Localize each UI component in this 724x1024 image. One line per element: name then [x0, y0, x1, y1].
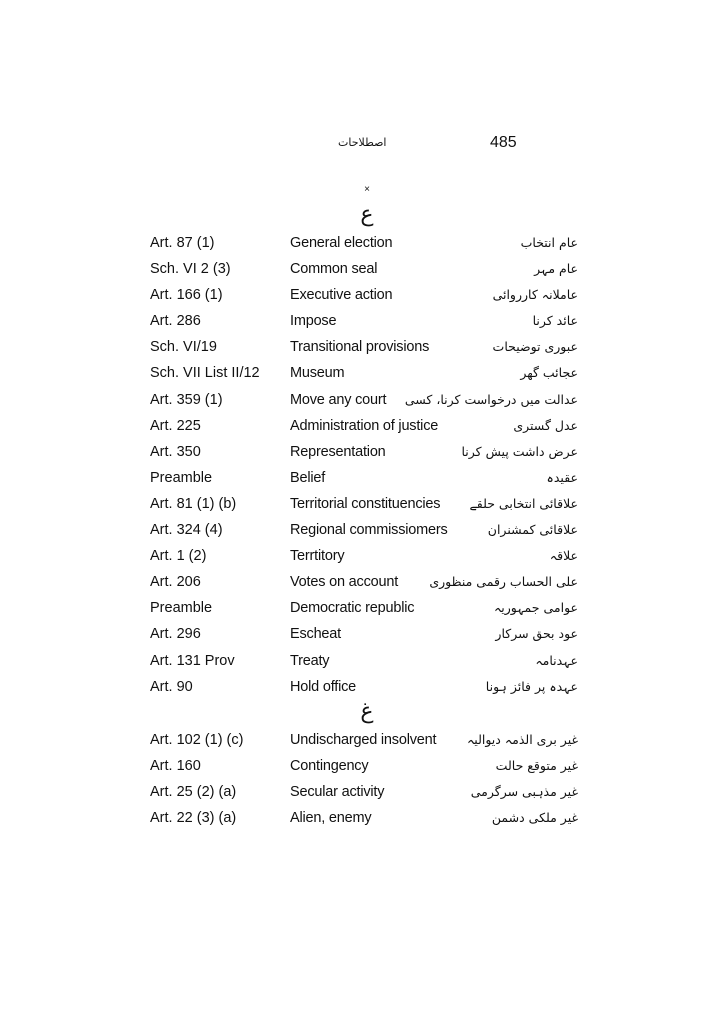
- glossary-entry: [0, 282, 724, 308]
- urdu-term: غیر متوقع حالت: [495, 758, 578, 774]
- glossary-entry: [0, 360, 724, 386]
- urdu-term: غیر مذہبی سرگرمی: [470, 784, 578, 800]
- glossary-entry: [0, 387, 724, 413]
- article-reference: Sch. VI 2 (3): [150, 261, 231, 278]
- urdu-term: عرض داشت پیش کرنا: [461, 443, 578, 459]
- article-reference: Art. 166 (1): [150, 287, 223, 304]
- english-term: Votes on account: [290, 574, 399, 591]
- article-reference: Art. 25 (2) (a): [150, 784, 237, 801]
- glossary-entry: [0, 517, 724, 543]
- urdu-term: عود بحق سرکار: [495, 626, 578, 642]
- article-reference: Art. 22 (3) (a): [150, 810, 237, 827]
- english-term: Democratic republic: [290, 600, 415, 617]
- glossary-entry: [0, 491, 724, 517]
- urdu-term: عوامی جمہوریہ: [493, 600, 578, 616]
- english-term: Hold office: [290, 678, 357, 695]
- glossary-entry: [0, 595, 724, 621]
- english-term: Undischarged insolvent: [290, 732, 437, 748]
- english-term: Transitional provisions: [290, 339, 430, 356]
- glossary-entry: [0, 308, 724, 334]
- glossary-entry: [0, 256, 724, 282]
- page-number: 485: [490, 134, 517, 151]
- english-term: Representation: [290, 443, 386, 460]
- urdu-term: عائد کرنا: [532, 313, 578, 329]
- article-reference: Art. 206: [150, 574, 201, 591]
- section-letter-ain: ع: [360, 202, 374, 227]
- section-letter-ghain: غ: [360, 699, 374, 724]
- urdu-term: علاقہ: [549, 548, 578, 564]
- urdu-term: علاقائی کمشنران: [487, 522, 578, 538]
- article-reference: Preamble: [150, 469, 213, 486]
- english-term: Regional commissiomers: [290, 522, 448, 539]
- urdu-term: غیر ملکی دشمن: [491, 810, 578, 826]
- glossary-entry: [0, 805, 724, 831]
- glossary-entry: [0, 439, 724, 465]
- english-term: Treaty: [290, 652, 330, 669]
- section-mark: ×: [364, 184, 370, 195]
- glossary-entry: [0, 413, 724, 439]
- article-reference: Preamble: [150, 600, 213, 617]
- glossary-entry: [0, 465, 724, 491]
- article-reference: Art. 87 (1): [150, 235, 215, 251]
- english-term: Terrtitory: [290, 548, 345, 565]
- glossary-entry: [0, 779, 724, 805]
- article-reference: Art. 350: [150, 443, 201, 460]
- english-term: Common seal: [290, 261, 378, 278]
- article-reference: Art. 296: [150, 626, 201, 643]
- english-term: Territorial constituencies: [290, 495, 441, 512]
- english-term: Museum: [290, 365, 345, 382]
- article-reference: Art. 225: [150, 417, 201, 434]
- urdu-term: غیر بری الذمہ دیوالیہ: [466, 732, 578, 747]
- article-reference: Art. 286: [150, 313, 201, 330]
- glossary-entry: [0, 569, 724, 595]
- english-term: Belief: [290, 469, 326, 486]
- glossary-section-ghain: [0, 727, 724, 831]
- glossary-entry: [0, 334, 724, 360]
- english-term: Executive action: [290, 287, 393, 304]
- glossary-entry: [0, 674, 724, 700]
- urdu-term: عقیدہ: [546, 469, 578, 485]
- urdu-term: عدل گستری: [513, 417, 578, 433]
- urdu-term: عام مہر: [534, 261, 578, 277]
- urdu-term: عبوری توضیحات: [492, 339, 578, 355]
- glossary-entry: [0, 727, 724, 753]
- urdu-term: عام انتخاب: [520, 235, 578, 250]
- article-reference: Sch. VII List II/12: [150, 365, 260, 382]
- article-reference: Art. 1 (2): [150, 548, 207, 565]
- english-term: Escheat: [290, 626, 341, 643]
- article-reference: Art. 324 (4): [150, 522, 223, 539]
- urdu-term: عدالت میں درخواست کرنا، کسی: [404, 391, 578, 407]
- urdu-term: عجائب گھر: [520, 365, 578, 381]
- article-reference: Art. 359 (1): [150, 391, 223, 408]
- urdu-term: عاملانہ کارروائی: [492, 287, 578, 303]
- english-term: Impose: [290, 313, 337, 330]
- urdu-term: عہدنامہ: [535, 652, 578, 668]
- page-header: [0, 134, 724, 154]
- glossary-entry: [0, 230, 724, 256]
- english-term: Move any court: [290, 391, 387, 408]
- glossary-entry: [0, 543, 724, 569]
- english-term: Contingency: [290, 758, 369, 775]
- article-reference: Art. 102 (1) (c): [150, 732, 244, 748]
- article-reference: Art. 160: [150, 758, 201, 775]
- english-term: General election: [290, 235, 393, 251]
- article-reference: Art. 81 (1) (b): [150, 495, 237, 512]
- urdu-term: علی الحساب رقمی منظوری: [429, 574, 578, 590]
- english-term: Alien, enemy: [290, 810, 372, 827]
- english-term: Administration of justice: [290, 417, 439, 434]
- glossary-entry: [0, 753, 724, 779]
- article-reference: Sch. VI/19: [150, 339, 217, 356]
- article-reference: Art. 90: [150, 678, 193, 695]
- urdu-term: عہدہ پر فائز ہونا: [485, 678, 578, 694]
- urdu-term: علاقائی انتخابی حلقے: [469, 495, 578, 511]
- article-reference: Art. 131 Prov: [150, 652, 235, 669]
- glossary-entry: [0, 621, 724, 647]
- running-title: اصطلاحات: [338, 136, 387, 149]
- english-term: Secular activity: [290, 784, 385, 801]
- glossary-entry: [0, 648, 724, 674]
- glossary-section-ain: [0, 230, 724, 700]
